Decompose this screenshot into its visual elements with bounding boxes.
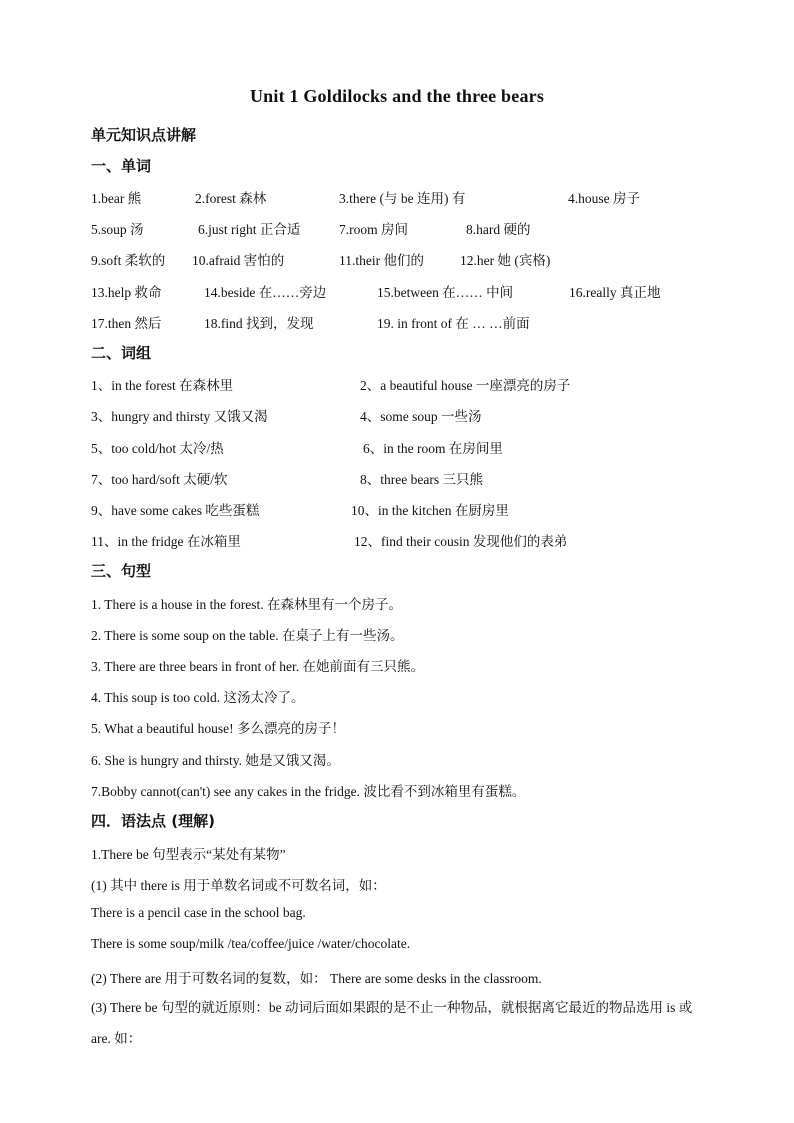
vocab-row [0,281,794,301]
phrase-item: 1、in the forest 在森林里 [91,378,234,393]
sentence-line: 5. What a beautiful house! 多么漂亮的房子！ [91,721,345,736]
grammar-line: There is some soup/milk /tea/coffee/juice /water/chocolate. [91,936,411,951]
phrase-item: 10、in the kitchen 在厨房里 [351,503,509,518]
phrase-row [0,468,794,488]
subtitle: 单元知识点讲解 [91,126,197,144]
phrase-item: 3、hungry and thirsty 又饿又渴 [91,409,268,424]
vocab-item: 2.forest 森林 [195,191,267,206]
phrase-item: 8、three bears 三只熊 [360,472,483,487]
phrase-item: 5、too cold/hot 太冷/热 [91,441,224,456]
phrase-row [0,530,794,550]
phrase-item: 4、some soup 一些汤 [360,409,482,424]
vocab-item: 13.help 救命 [91,285,162,300]
vocab-row [0,187,794,207]
sentence-line: 4. This soup is too cold. 这汤太冷了。 [91,690,305,705]
vocab-item: 10.afraid 害怕的 [192,253,285,268]
grammar-line: 1.There be 句型表示“某处有某物” [91,847,286,862]
grammar-line: (1) 其中 there is 用于单数名词或不可数名词，如： [91,878,386,893]
vocab-item: 8.hard 硬的 [466,222,531,237]
sentence-line: 3. There are three bears in front of her. 在她前面有三只熊。 [91,659,425,674]
page-title: Unit 1 Goldilocks and the three bears [249,86,545,106]
phrase-item: 11、in the fridge 在冰箱里 [91,534,241,549]
vocab-item: 4.house 房子 [568,191,640,206]
vocab-item: 1.bear 熊 [91,191,142,206]
section-vocabulary-heading: 一、单词 [91,157,152,175]
phrase-row [0,499,794,519]
vocab-item: 6.just right 正合适 [198,222,301,237]
phrase-item: 12、find their cousin 发现他们的表弟 [354,534,568,549]
phrase-item: 9、have some cakes 吃些蛋糕 [91,503,260,518]
vocab-item: 16.really 真正地 [569,285,661,300]
vocab-item: 18.find 找到，发现 [204,316,314,331]
sentence-line: 6. She is hungry and thirsty. 她是又饿又渴。 [91,753,340,768]
grammar-line: (2) There are 用于可数名词的复数，如： There are some desks in the classroom. [91,971,542,986]
phrase-row [0,374,794,394]
section-sentences-heading: 三、句型 [91,562,152,580]
section-phrases-heading: 二、词组 [91,344,152,362]
vocab-item: 5.soup 汤 [91,222,144,237]
phrase-item: 7、too hard/soft 太硬/软 [91,472,228,487]
grammar-paragraph: (3) There be 句型的就近原则：be 动词后面如果跟的是不止一种物品，就根据离它最近的物品选用 is 或 are. 如： [91,1000,693,1046]
vocab-row [0,218,794,238]
vocab-item: 3.there (与 be 连用) 有 [339,191,466,206]
vocab-item: 12.her 她 (宾格) [460,253,551,268]
section-grammar-heading: 四．语法点 (理解) [91,812,215,830]
vocab-row [0,312,794,332]
phrase-row [0,405,794,425]
vocab-item: 9.soft 柔软的 [91,253,166,268]
vocab-item: 14.beside 在……旁边 [204,285,327,300]
vocab-item: 15.between 在…… 中间 [377,285,514,300]
vocab-item: 17.then 然后 [91,316,162,331]
phrase-row [0,437,794,457]
sentence-line: 2. There is some soup on the table. 在桌子上有一些汤。 [91,628,404,643]
vocab-item: 7.room 房间 [339,222,408,237]
vocab-item: 11.their 他们的 [339,253,424,268]
sentence-line: 7.Bobby cannot(can't) see any cakes in the fridge. 波比看不到冰箱里有蛋糕。 [91,784,526,799]
phrase-item: 6、in the room 在房间里 [363,441,503,456]
sentence-line: 1. There is a house in the forest. 在森林里有一个房子。 [91,597,402,612]
vocab-item: 19. in front of 在 … …前面 [377,316,530,331]
grammar-line: There is a pencil case in the school bag. [91,905,306,920]
phrase-item: 2、a beautiful house 一座漂亮的房子 [360,378,571,393]
vocab-row [0,249,794,269]
